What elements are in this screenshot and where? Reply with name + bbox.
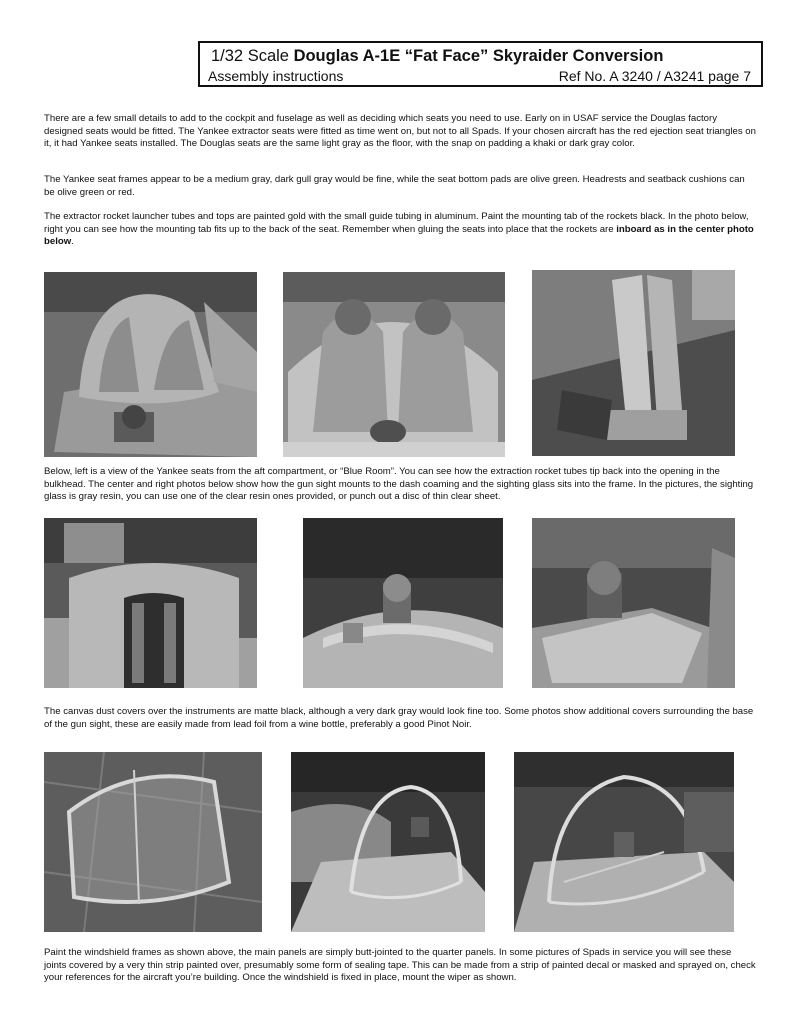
rocket-tubes-end: .	[71, 236, 74, 247]
rocket-tubes-text: The extractor rocket launcher tubes and tops are painted gold with the small guide tubing in aluminum. Paint the mounting tab of the rockets black. In the photo below, right you can see how the mounting tab fits up to the back of the seat. Remember when gluing the seats into place that the rockets are	[44, 211, 749, 235]
photo-windshield-alone	[44, 752, 262, 932]
header-box	[198, 41, 763, 87]
document-reference: Ref No. A 3240 / A3241 page 7	[558, 68, 751, 84]
title-bold: Douglas A-1E “Fat Face” Skyraider Conversion	[293, 47, 664, 65]
paragraph-rocket-tubes	[44, 211, 756, 249]
paragraph-seat-types: There are a few small details to add to the cockpit and fuselage as well as deciding which seats you need to use. Early on in USAF service the Douglas factory designed seats would be fitted. The Yankee extractor seats were fitted as time went on, but not to all Spads. If your chosen aircraft has the red ejection seat triangles on it, it had Yankee seats installed. The Douglas seats are the same light gray as the floor, with the snap on padding a khaki or dark gray color.	[44, 113, 756, 149]
photo-yankee-seats-top	[283, 272, 505, 457]
photo-windshield-installed-center	[291, 752, 485, 932]
photo-blue-room-aft-view	[44, 518, 257, 688]
document-subtitle: Assembly instructions	[208, 68, 344, 84]
paragraph-dust-covers: The canvas dust covers over the instruments are matte black, although a very dark gray would look fine too. Some photos show additional covers surrounding the base of the gun sight, these are easily made from lead foil from a wine bottle, preferably a good Pinot Noir.	[44, 706, 754, 730]
title-prefix: 1/32 Scale	[211, 47, 294, 65]
paragraph-seat-colors: The Yankee seat frames appear to be a medium gray, dark gull gray would be fine, while the seat bottom pads are olive green. Headrests and seatback cushions can be olive green or red.	[44, 174, 745, 198]
photo-yankee-seats-cockpit	[44, 272, 257, 457]
paragraph-windshield-frames: Paint the windshield frames as shown above, the main panels are simply butt-jointed to the quarter panels. In some pictures of Spads in service you will see these joints covered by a very thin strip painted over, presumably some form of sealing tape. This can be made from a strip of painted decal or masked and sprayed on, check your references for the aircraft you’re building. Once the windshield is fixed in place, mount the wiper as shown.	[44, 947, 756, 983]
photo-rocket-mounting-tab	[532, 270, 735, 456]
photo-gunsight-mount-right	[532, 518, 735, 688]
paragraph-blue-room-gunsight: Below, left is a view of the Yankee seats from the aft compartment, or “Blue Room”. You can see how the extraction rocket tubes tip back into the opening in the bulkhead. The center and right photos below show how the gun sight mounts to the dash coaming and the sighting glass sits into the frame. In the pictures, the sighting glass is gray resin, you can use one of the clear resin ones provided, or punch out a disc of thin clear sheet.	[44, 466, 754, 502]
document-title	[211, 47, 663, 66]
photo-gunsight-mount-center	[303, 518, 503, 688]
rocket-tubes-emphasis: inboard as in the center photo below	[44, 223, 754, 247]
photo-windshield-installed-right	[514, 752, 734, 932]
